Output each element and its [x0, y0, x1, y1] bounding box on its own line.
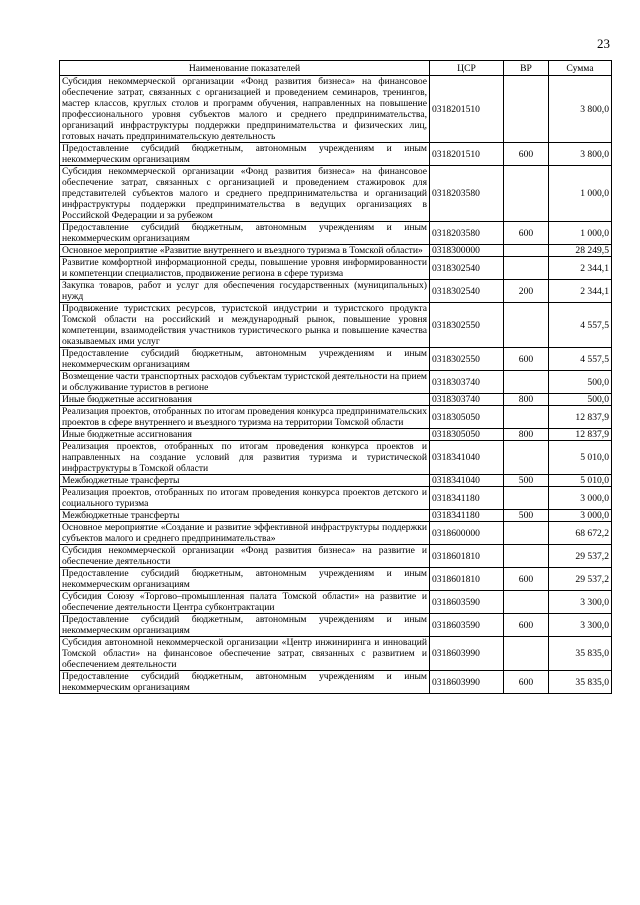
row-vr-cell: 600	[504, 614, 549, 637]
table-row	[60, 522, 612, 545]
row-name-cell: Основное мероприятие «Создание и развитие эффективной инфраструктуры поддержки субъектов малого и среднего предпринимательства»	[60, 522, 430, 545]
row-vr-cell: 600	[504, 143, 549, 166]
row-name-cell: Реализация проектов, отобранных по итогам проведения конкурса проектов и направленных на создание условий для развития туризма и туристической инфраструктуры в Томской области	[60, 441, 430, 475]
row-vr-cell	[504, 257, 549, 280]
row-name-cell: Субсидия некоммерческой организации «Фонд развития бизнеса» на финансовое обеспечение затрат, связанных с организацией и проведением стажировок для представителей субъектов малого и среднего предпринимательства и организаций инфраструктуры поддержки предпринимательства в ведущих организациях в Российской Федерации и за рубежом	[60, 166, 430, 222]
row-sum-cell: 3 000,0	[549, 487, 612, 510]
table-row	[60, 166, 612, 222]
row-vr-cell: 600	[504, 568, 549, 591]
row-vr-cell	[504, 637, 549, 671]
row-vr-cell	[504, 522, 549, 545]
table-row	[60, 257, 612, 280]
row-name-cell: Основное мероприятие «Развитие внутреннего и въездного туризма в Томской области»	[60, 245, 430, 257]
table-row	[60, 510, 612, 522]
table-row	[60, 475, 612, 487]
table-row	[60, 614, 612, 637]
row-vr-cell	[504, 487, 549, 510]
row-csr-cell: 0318300000	[430, 245, 504, 257]
table-row	[60, 429, 612, 441]
table-row	[60, 143, 612, 166]
row-vr-cell	[504, 441, 549, 475]
table-body	[60, 76, 612, 694]
table-row	[60, 671, 612, 694]
table-row	[60, 280, 612, 303]
row-name-cell: Субсидия Союзу «Торгово–промышленная палата Томской области» на развитие и обеспечение деятельности Центра субконтрактации	[60, 591, 430, 614]
row-csr-cell: 0318303740	[430, 394, 504, 406]
row-vr-cell: 200	[504, 280, 549, 303]
row-sum-cell: 5 010,0	[549, 475, 612, 487]
row-sum-cell: 5 010,0	[549, 441, 612, 475]
row-name-cell: Предоставление субсидий бюджетным, автономным учреждениям и иным некоммерческим организациям	[60, 348, 430, 371]
row-csr-cell: 0318302550	[430, 303, 504, 348]
row-vr-cell: 600	[504, 348, 549, 371]
table-row	[60, 303, 612, 348]
row-csr-cell: 0318305050	[430, 406, 504, 429]
row-csr-cell: 0318302540	[430, 280, 504, 303]
table-row	[60, 487, 612, 510]
row-name-cell: Реализация проектов, отобранных по итогам проведения конкурса предпринимательских проектов в сфере внутреннего и въездного туризма на территории Томской области	[60, 406, 430, 429]
table-header-row	[60, 61, 612, 76]
row-csr-cell: 0318341040	[430, 475, 504, 487]
row-name-cell: Продвижение туристских ресурсов, туристской индустрии и туристского продукта Томской области на российский и международный рынок, повышение уровня компетенции, взаимодействия участников туристического рынка и повышение качества оказываемых ими услуг	[60, 303, 430, 348]
header-vr: ВР	[504, 61, 549, 76]
row-name-cell: Развитие комфортной информационной среды, повышение уровня информированности и компетенции специалистов, продвижение региона в сфере туризма	[60, 257, 430, 280]
row-name-cell: Межбюджетные трансферты	[60, 475, 430, 487]
row-sum-cell: 12 837,9	[549, 429, 612, 441]
row-vr-cell	[504, 591, 549, 614]
table-row	[60, 222, 612, 245]
row-vr-cell	[504, 406, 549, 429]
row-csr-cell: 0318341180	[430, 510, 504, 522]
row-vr-cell: 600	[504, 222, 549, 245]
row-vr-cell: 800	[504, 429, 549, 441]
row-vr-cell	[504, 76, 549, 143]
row-sum-cell: 12 837,9	[549, 406, 612, 429]
row-csr-cell: 0318603590	[430, 591, 504, 614]
table-row	[60, 245, 612, 257]
row-name-cell: Иные бюджетные ассигнования	[60, 429, 430, 441]
table-row	[60, 637, 612, 671]
row-name-cell: Субсидия некоммерческой организации «Фонд развития бизнеса» на развитие и обеспечение деятельности	[60, 545, 430, 568]
header-sum: Сумма	[549, 61, 612, 76]
row-sum-cell: 68 672,2	[549, 522, 612, 545]
row-sum-cell: 500,0	[549, 371, 612, 394]
row-name-cell: Субсидия некоммерческой организации «Фонд развития бизнеса» на финансовое обеспечение затрат, связанных с организацией и проведением семинаров, тренингов, мастер классов, круглых столов и программ обучения, направленных на повышение профессионального уровня субъектов малого и среднего предпринимательства, организаций инфраструктуры поддержки предпринимательства и физических лиц, готовых начать предпринимательскую деятельность	[60, 76, 430, 143]
row-sum-cell: 29 537,2	[549, 545, 612, 568]
row-vr-cell	[504, 545, 549, 568]
row-name-cell: Субсидия автономной некоммерческой организации «Центр инжиниринга и инноваций Томской области» на финансовое обеспечение затрат, связанных с развитием и обеспечением деятельности	[60, 637, 430, 671]
row-name-cell: Предоставление субсидий бюджетным, автономным учреждениям и иным некоммерческим организациям	[60, 222, 430, 245]
row-csr-cell: 0318303740	[430, 371, 504, 394]
row-csr-cell: 0318341040	[430, 441, 504, 475]
row-vr-cell	[504, 303, 549, 348]
table-row	[60, 394, 612, 406]
row-vr-cell	[504, 166, 549, 222]
page-number: 23	[597, 36, 610, 51]
row-csr-cell: 0318341180	[430, 487, 504, 510]
row-sum-cell: 3 800,0	[549, 76, 612, 143]
row-name-cell: Межбюджетные трансферты	[60, 510, 430, 522]
row-name-cell: Возмещение части транспортных расходов субъектам туристской деятельности на прием и обслуживание туристов в регионе	[60, 371, 430, 394]
row-name-cell: Предоставление субсидий бюджетным, автономным учреждениям и иным некоммерческим организациям	[60, 671, 430, 694]
row-sum-cell: 4 557,5	[549, 348, 612, 371]
row-csr-cell: 0318302550	[430, 348, 504, 371]
row-csr-cell: 0318305050	[430, 429, 504, 441]
row-name-cell: Предоставление субсидий бюджетным, автономным учреждениям и иным некоммерческим организациям	[60, 143, 430, 166]
table-row	[60, 371, 612, 394]
row-name-cell: Закупка товаров, работ и услуг для обеспечения государственных (муниципальных) нужд	[60, 280, 430, 303]
row-sum-cell: 3 000,0	[549, 510, 612, 522]
table-row	[60, 406, 612, 429]
row-name-cell: Предоставление субсидий бюджетным, автономным учреждениям и иным некоммерческим организациям	[60, 614, 430, 637]
row-name-cell: Предоставление субсидий бюджетным, автономным учреждениям и иным некоммерческим организациям	[60, 568, 430, 591]
row-name-cell: Иные бюджетные ассигнования	[60, 394, 430, 406]
row-sum-cell: 2 344,1	[549, 257, 612, 280]
row-sum-cell: 29 537,2	[549, 568, 612, 591]
row-vr-cell: 500	[504, 475, 549, 487]
table-row	[60, 76, 612, 143]
row-sum-cell: 500,0	[549, 394, 612, 406]
row-csr-cell: 0318601810	[430, 545, 504, 568]
row-csr-cell: 0318601810	[430, 568, 504, 591]
row-csr-cell: 0318201510	[430, 143, 504, 166]
row-csr-cell: 0318302540	[430, 257, 504, 280]
row-csr-cell: 0318603990	[430, 671, 504, 694]
row-sum-cell: 35 835,0	[549, 637, 612, 671]
header-name: Наименование показателей	[60, 61, 430, 76]
row-vr-cell: 500	[504, 510, 549, 522]
row-sum-cell: 3 300,0	[549, 591, 612, 614]
row-csr-cell: 0318603590	[430, 614, 504, 637]
row-sum-cell: 2 344,1	[549, 280, 612, 303]
table-row	[60, 568, 612, 591]
row-vr-cell	[504, 371, 549, 394]
row-vr-cell: 600	[504, 671, 549, 694]
table-row	[60, 348, 612, 371]
row-csr-cell: 0318600000	[430, 522, 504, 545]
row-sum-cell: 28 249,5	[549, 245, 612, 257]
table-row	[60, 545, 612, 568]
row-sum-cell: 1 000,0	[549, 166, 612, 222]
row-csr-cell: 0318203580	[430, 222, 504, 245]
row-sum-cell: 1 000,0	[549, 222, 612, 245]
budget-table	[59, 60, 612, 694]
table-row	[60, 591, 612, 614]
header-csr: ЦСР	[430, 61, 504, 76]
row-sum-cell: 3 800,0	[549, 143, 612, 166]
row-csr-cell: 0318203580	[430, 166, 504, 222]
table-row	[60, 441, 612, 475]
row-vr-cell: 800	[504, 394, 549, 406]
row-csr-cell: 0318603990	[430, 637, 504, 671]
row-sum-cell: 3 300,0	[549, 614, 612, 637]
row-sum-cell: 4 557,5	[549, 303, 612, 348]
row-sum-cell: 35 835,0	[549, 671, 612, 694]
row-csr-cell: 0318201510	[430, 76, 504, 143]
row-vr-cell	[504, 245, 549, 257]
row-name-cell: Реализация проектов, отобранных по итогам проведения конкурса проектов детского и социального туризма	[60, 487, 430, 510]
